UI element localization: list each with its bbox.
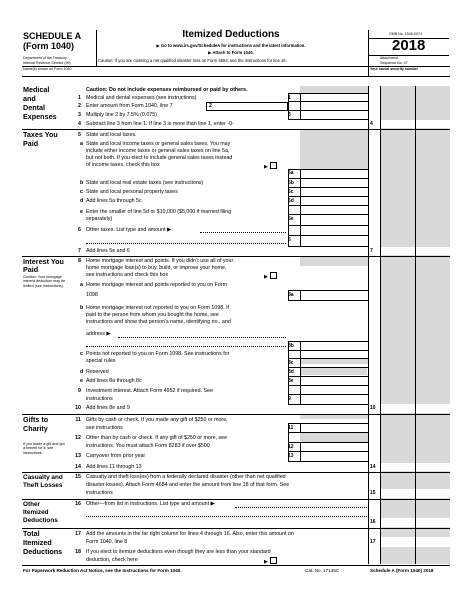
- box-14: 14: [370, 464, 376, 470]
- catalog-number: Cat. No. 17145C: [305, 568, 340, 573]
- section-total-title-2: Itemized: [23, 538, 52, 547]
- line-8b-label-2: paid to the person from whom you bought the home, see: [86, 312, 219, 318]
- line-8c-label-2: special rules: [86, 358, 116, 364]
- box-8b: 8b: [288, 343, 294, 349]
- box-5a: 5a: [288, 170, 294, 176]
- line-5c-label: State and local personal property taxes: [86, 189, 178, 195]
- line-5a-label-2: include either income taxes or general sales taxes on line 5a,: [86, 148, 230, 154]
- section-other-title-1: Other: [23, 501, 41, 508]
- line-8a-label-2: 1098: [86, 292, 98, 298]
- line-number-8: 8: [78, 258, 81, 264]
- line-9-amount-field[interactable]: [301, 395, 367, 403]
- section-other-title-3: Deductions: [23, 517, 58, 524]
- box-8d: 8d: [288, 369, 294, 375]
- box-1: 1: [288, 95, 291, 101]
- line-15-label-2: disaster losses). Attach Form 4684 and enter the amount from line 18 of that form. See: [86, 482, 290, 488]
- line-3-amount-field[interactable]: [301, 111, 367, 118]
- line-8-mortgage-checkbox[interactable]: [270, 272, 277, 279]
- line-18-label-2: deduction, check here: [86, 557, 138, 563]
- line-number-15: 15: [75, 474, 81, 480]
- paperwork-notice: For Paperwork Reduction Act Notice, see the Instructions for Form 1040.: [23, 568, 182, 573]
- sequence-number: Sequence No. 07: [380, 61, 408, 65]
- page-title: Itemized Deductions: [182, 29, 280, 40]
- line-number-16: 16: [75, 501, 81, 507]
- box-8e: 8e: [288, 378, 294, 384]
- line-5b-amount-field[interactable]: [301, 179, 367, 186]
- line-8c-label-1: Points not reported to you on Form 1098. See instructions for: [86, 351, 230, 357]
- line-number-17: 17: [75, 531, 81, 537]
- form-label: (Form 1040): [23, 41, 75, 51]
- line-18-itemize-checkbox[interactable]: [270, 557, 277, 564]
- line-9-label-2: instructions: [86, 396, 113, 402]
- line-12-label-2: instructions. You must attach Form 8283 if over $500: [86, 443, 210, 449]
- line-8a-amount-field[interactable]: [301, 291, 367, 299]
- line-17-label-1: Add the amounts in the far right column for lines 4 through 16. Also, enter this amount on: [86, 531, 294, 537]
- ssn-label: Your social security number: [370, 67, 419, 71]
- irs-label: Internal Revenue Service (99): [23, 61, 71, 65]
- line-5a-amount-field[interactable]: [301, 170, 367, 177]
- attach-instructions: ▶ Attach to Form 1040.: [208, 50, 254, 55]
- line-16-label: Other—from list in instructions. List type and amount ▶: [86, 501, 215, 507]
- box-11: 11: [288, 425, 294, 431]
- box-10: 10: [370, 405, 376, 411]
- section-total-title-3: Deductions: [23, 547, 63, 556]
- line-number-13: 13: [75, 453, 81, 459]
- line-8b-label-3: instructions and show that person’s name, identifying no., and: [86, 319, 231, 325]
- line-18-label-1: If you elect to itemize deductions even though they are less than your standard: [86, 549, 271, 555]
- line-8e-amount-field[interactable]: [301, 377, 367, 384]
- line-number-18: 18: [75, 549, 81, 555]
- line-6-label: Other taxes. List type and amount ▶: [86, 227, 172, 233]
- line-8b-amount-field[interactable]: [301, 342, 367, 349]
- tax-year: 2018: [392, 37, 426, 54]
- line-5a-sales-tax-checkbox[interactable]: [270, 162, 277, 169]
- line-2-label: Enter amount from Form 1040, line 7: [86, 103, 173, 109]
- line-5c-amount-field[interactable]: [301, 188, 367, 195]
- section-taxes-title-2: Paid: [23, 139, 39, 148]
- line-8-label-2: home mortgage loan(s) to buy, build, or improve your home,: [86, 265, 227, 271]
- goto-instructions: ▶ Go to www.irs.gov/ScheduleA for instructions and the latest information.: [156, 43, 306, 48]
- name-label: Name(s) shown on Form 1040: [23, 67, 72, 71]
- line-8-label-3: see instructions and check this box: [86, 272, 169, 278]
- line-14-label: Add lines 11 through 13: [86, 464, 142, 470]
- line-15-label-3: instructions: [86, 490, 113, 496]
- line-5e-label-2: separately): [86, 216, 113, 222]
- section-total-title-1: Total: [23, 529, 40, 538]
- line-10-label: Add lines 8e and 9: [86, 405, 130, 411]
- line-5d-amount-field[interactable]: [301, 197, 367, 204]
- box-5e: 5e: [288, 216, 294, 222]
- caution-medical: Caution: Do not include expenses reimbursed or paid by others.: [86, 87, 248, 93]
- line-6-description-field[interactable]: [200, 232, 286, 233]
- line-15-label-1: Casualty and theft loss(es) from a federally declared disaster (other than net qualified: [86, 474, 286, 480]
- section-medical-title-1: Medical: [23, 85, 50, 94]
- section-medical-title-2: and: [23, 94, 36, 103]
- line-8d-label: Reserved: [86, 369, 109, 375]
- box-5b: 5b: [288, 180, 294, 186]
- line-17-label-2: Form 1040, line 8: [86, 539, 128, 545]
- line-2-inline-number: 2: [209, 103, 212, 109]
- line-13-label: Carryover from prior year: [86, 453, 146, 459]
- line-11-amount-field[interactable]: [301, 424, 367, 431]
- line-8-label-1: Home mortgage interest and points. If you didn’t use all of your: [86, 258, 234, 264]
- line-8c-amount-field[interactable]: [301, 359, 367, 366]
- section-medical-title-4: Expenses: [23, 112, 57, 121]
- line-11-label-1: Gifts by cash or check. If you made any gift of $250 or more,: [86, 417, 228, 423]
- section-gifts-title-1: Gifts to: [23, 415, 49, 424]
- line-5-label: State and local taxes.: [86, 132, 137, 138]
- line-12-amount-field[interactable]: [301, 443, 367, 450]
- line-4-label: Subtract line 3 from line 1. If line 3 is more than line 1, enter -0-: [86, 121, 234, 127]
- section-taxes-title-1: Taxes You: [23, 130, 58, 139]
- box-8c: 8c: [288, 360, 294, 366]
- attachment-label: Attachment: [380, 56, 399, 60]
- section-interest-title-1: Interest You: [23, 257, 64, 266]
- line-5a-label-4: of income taxes, check this box: [86, 162, 160, 168]
- line-number-4: 4: [78, 121, 81, 127]
- line-2-input[interactable]: [206, 102, 288, 111]
- box-15: 15: [370, 490, 376, 496]
- line-5e-label-1: Enter the smaller of line 5d or $10,000 ($5,000 if married filing: [86, 209, 232, 215]
- section-gifts-title-2: Charity: [23, 424, 48, 433]
- line-12-label-1: Other than by cash or check. If any gift of $250 or more, see: [86, 435, 228, 441]
- line-16-description-field-2[interactable]: [86, 516, 367, 517]
- box-6: 6: [288, 237, 291, 243]
- line-7-label: Add lines 5e and 6: [86, 248, 130, 254]
- line-8b-label-1: Home mortgage interest not reported to you on Form 1098. If: [86, 305, 230, 311]
- caution-disaster: Caution: If you are claiming a net qualified disaster loss on Form 4684, see the instructions for line 16.: [98, 58, 287, 63]
- line-8d-reserved-shade: [301, 368, 367, 375]
- section-medical-title-3: Dental: [23, 103, 45, 112]
- box-7: 7: [370, 248, 373, 254]
- section-interest-title-2: Paid: [23, 265, 39, 274]
- line-16-description-field[interactable]: [235, 507, 367, 508]
- section-interest-note: Caution: Your mortgage interest deduction may be limited (see instructions).: [23, 275, 66, 288]
- line-13-amount-field[interactable]: [301, 452, 367, 460]
- line-number-3: 3: [78, 112, 81, 118]
- line-5b-label: State and local real estate taxes (see instructions): [86, 180, 204, 186]
- line-8e-label: Add lines 8a through 8c: [86, 378, 142, 384]
- line-number-10: 10: [75, 405, 81, 411]
- form-reference: Schedule A (Form 1040) 2018: [370, 568, 434, 573]
- dept-label: Department of the Treasury: [23, 56, 67, 60]
- line-5a-label-3: but not both. If you elect to include general sales taxes instead: [86, 155, 233, 161]
- box-16: 16: [370, 519, 376, 525]
- line-9-label-1: Investment interest. Attach Form 4952 if required. See: [86, 388, 213, 394]
- line-number-14: 14: [75, 464, 81, 470]
- section-casualty-title-1: Casualty and: [23, 474, 63, 481]
- line-number-2: 2: [78, 103, 81, 109]
- line-5e-amount-field[interactable]: [301, 215, 367, 224]
- line-11-label-2: see instructions: [86, 425, 123, 431]
- line-number-6: 6: [78, 227, 81, 233]
- line-8b-payee-field[interactable]: [118, 337, 286, 338]
- section-other-title-2: Itemized: [23, 509, 49, 516]
- line-8b-payee-field-2[interactable]: [86, 346, 286, 347]
- line-number-9: 9: [78, 388, 81, 394]
- line-1-amount-field[interactable]: [301, 94, 367, 100]
- line-number-5: 5: [78, 132, 81, 138]
- section-casualty-title-2: Theft Losses: [23, 482, 63, 489]
- line-6-amount-field[interactable]: [301, 236, 367, 245]
- box-9: 9: [288, 396, 291, 402]
- line-5a-label-1: State and local income taxes or general sales taxes. You may: [86, 141, 231, 147]
- line-number-1: 1: [78, 95, 81, 101]
- line-8b-label-4: address ▶: [86, 331, 111, 337]
- schedule-label: SCHEDULE A: [23, 31, 82, 41]
- line-3-label: Multiply line 2 by 7.5% (0.075): [86, 112, 157, 118]
- line-number-11: 11: [75, 417, 81, 423]
- line-6-description-field-2[interactable]: [86, 243, 286, 244]
- section-gifts-note: If you made a gift and got a benefit for it, see instructions.: [23, 442, 65, 455]
- box-12: 12: [288, 444, 294, 450]
- box-17: 17: [370, 539, 376, 545]
- line-1-label: Medical and dental expenses (see instructions): [86, 95, 197, 101]
- box-4: 4: [370, 121, 373, 127]
- box-13: 13: [288, 453, 294, 459]
- omb-number: OMB No. 1545-0074: [389, 32, 422, 36]
- box-5d: 5d: [288, 198, 294, 204]
- box-8a: 8a: [288, 292, 294, 298]
- line-number-7: 7: [78, 248, 81, 254]
- box-3: 3: [288, 112, 291, 118]
- line-8a-label-1: Home mortgage interest and points reported to you on Form: [86, 282, 228, 288]
- box-5c: 5c: [288, 189, 294, 195]
- line-number-12: 12: [75, 435, 81, 441]
- line-5d-label: Add lines 5a through 5c: [86, 198, 142, 204]
